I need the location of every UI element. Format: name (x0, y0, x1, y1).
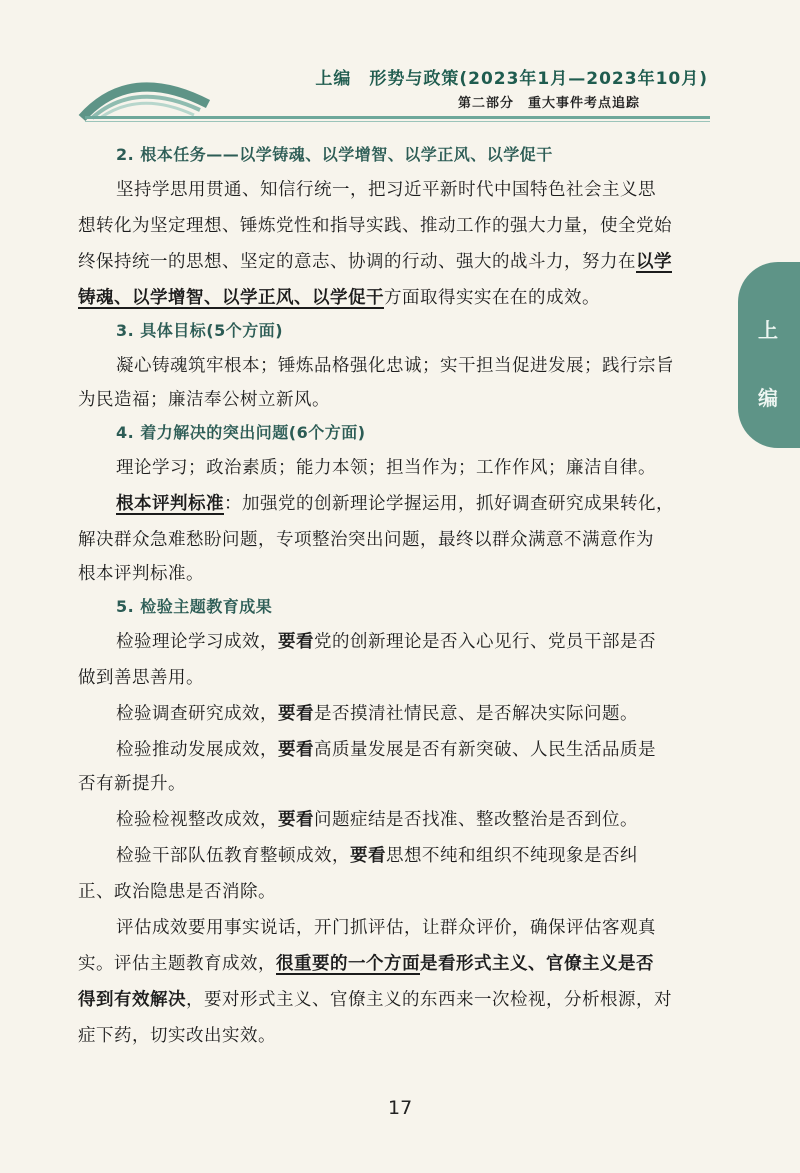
text-run: 检验推动发展成效， (116, 740, 278, 760)
paragraph-line: 根本评判标准。 (78, 564, 204, 584)
paragraph-line: 坚持学思用贯通、知信行统一，把习近平新时代中国特色社会主义思 (116, 180, 656, 200)
paragraph-line: 想转化为坚定理想、锤炼党性和指导实践、推动工作的强大力量，使全党始 (78, 216, 672, 236)
text-run: 检验理论学习成效， (116, 632, 278, 652)
text-run: ：加强党的创新理论学握运用，抓好调查研究成果转化， (224, 494, 674, 514)
section-heading: 4. 着力解决的突出问题(6个方面) (116, 423, 366, 442)
emphasis-text: 根本评判标准 (116, 494, 224, 514)
emphasis-text: 很重要的一个方面 (276, 954, 420, 974)
paragraph-line (116, 700, 638, 725)
emphasis-text: 是看形式主义、官僚主义是否 (420, 954, 654, 974)
section-heading: 5. 检验主题教育成果 (116, 597, 273, 616)
header-divider (85, 116, 710, 119)
text-run: 是否摸清社情民意、是否解决实际问题。 (314, 704, 638, 724)
paragraph-line (78, 950, 654, 975)
header-divider-thin (85, 121, 710, 122)
text-run: 实。评估主题教育成效， (78, 954, 276, 974)
paragraph-line: 否有新提升。 (78, 774, 186, 794)
paragraph-line: 评估成效要用事实说话，开门抓评估，让群众评价，确保评估客观真 (116, 918, 656, 938)
text-run: 检验调查研究成效， (116, 704, 278, 724)
text-run: ，要对形式主义、官僚主义的东西来一次检视，分析根源，对 (186, 990, 672, 1010)
paragraph-line (116, 490, 674, 515)
text-run: 党的创新理论是否入心见行、党员干部是否 (314, 632, 656, 652)
text-run: 问题症结是否找准、整改整治是否到位。 (314, 810, 638, 830)
paragraph-line: 凝心铸魂筑牢根本；锤炼品格强化忠诚；实干担当促进发展；践行宗旨 (116, 356, 674, 376)
section-heading: 3. 具体目标(5个方面) (116, 321, 284, 340)
paragraph-line: 理论学习；政治素质；能力本领；担当作为；工作作风；廉洁自律。 (116, 458, 656, 478)
text-run: 检验检视整改成效， (116, 810, 278, 830)
paragraph-line: 症下药，切实改出实效。 (78, 1026, 276, 1046)
paragraph-line: 为民造福；廉洁奉公树立新风。 (78, 390, 330, 410)
emphasis-text: 铸魂、以学增智、以学正风、以学促干 (78, 288, 384, 308)
text-run: 检验干部队伍教育整顿成效， (116, 846, 350, 866)
paragraph-line (116, 736, 656, 761)
side-tab-volume (738, 262, 800, 448)
emphasis-text: 要看 (278, 632, 314, 652)
emphasis-text: 得到有效解决 (78, 990, 186, 1010)
text-run: 高质量发展是否有新突破、人民生活品质是 (314, 740, 656, 760)
page-number: 17 (388, 1097, 413, 1119)
paragraph-line (116, 628, 656, 653)
emphasis-text: 要看 (278, 810, 314, 830)
paragraph-line (116, 842, 638, 867)
side-tab-char: 编 (758, 386, 778, 410)
section-heading: 2. 根本任务——以学铸魂、以学增智、以学正风、以学促干 (116, 145, 553, 164)
paragraph-line (116, 806, 638, 831)
header-subtitle: 第二部分 重大事件考点追踪 (457, 96, 640, 111)
emphasis-text: 要看 (350, 846, 386, 866)
emphasis-text: 要看 (278, 740, 314, 760)
emphasis-text: 以学 (636, 252, 672, 272)
header-title: 上编 形势与政策(2023年1月—2023年10月) (315, 69, 708, 89)
side-tab-char: 上 (758, 318, 778, 342)
paragraph-line: 正、政治隐患是否消除。 (78, 882, 276, 902)
header-arc-logo-icon (70, 60, 220, 122)
paragraph-line: 做到善思善用。 (78, 668, 204, 688)
paragraph-line: 解决群众急难愁盼问题，专项整治突出问题，最终以群众满意不满意作为 (78, 530, 654, 550)
emphasis-text: 要看 (278, 704, 314, 724)
paragraph-line (78, 986, 672, 1011)
paragraph-line (78, 284, 600, 309)
text-run: 思想不纯和组织不纯现象是否纠 (386, 846, 638, 866)
text-run: 方面取得实实在在的成效。 (384, 288, 600, 308)
text-run: 终保持统一的思想、坚定的意志、协调的行动、强大的战斗力，努力在 (78, 252, 636, 272)
paragraph-line (78, 248, 672, 273)
